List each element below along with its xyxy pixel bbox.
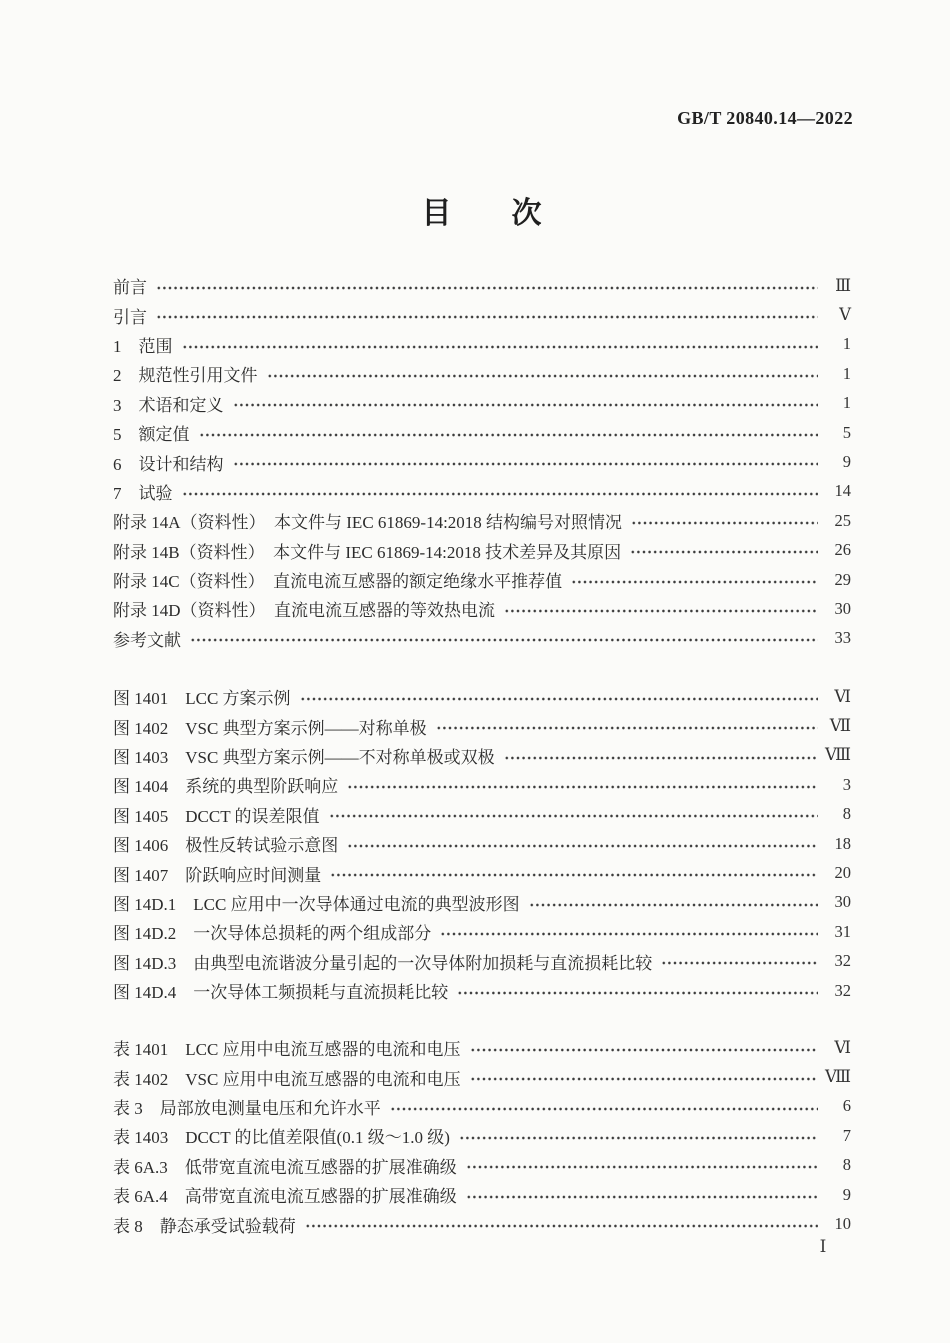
toc-entry-label: 图 1407 阶跃响应时间测量 — [113, 865, 322, 885]
toc-entry-label: 前言 — [113, 278, 147, 298]
dotted-leader — [470, 1033, 818, 1062]
toc-entry-label: 5 额定值 — [113, 425, 190, 445]
toc-entry-label: 表 3 局部放电测量电压和允许水平 — [113, 1098, 381, 1118]
dotted-leader — [466, 1151, 818, 1180]
dotted-leader — [630, 536, 818, 565]
toc-entry — [113, 770, 851, 799]
toc-entry-label: 附录 14D（资料性） 直流电流互感器的等效热电流 — [113, 601, 496, 621]
toc-entry — [113, 888, 851, 917]
toc-entry-page: 8 — [842, 1155, 851, 1175]
toc-tables-section — [113, 1033, 851, 1239]
toc-entry-page: 1 — [842, 334, 851, 354]
toc-entry-page: 26 — [834, 540, 851, 560]
dotted-leader — [436, 711, 818, 740]
toc-entry — [113, 1151, 851, 1180]
toc-entry-page: 31 — [834, 921, 851, 941]
toc-entry-page: Ⅷ — [825, 1067, 851, 1087]
toc-entry-label: 附录 14A（资料性） 本文件与 IEC 61869-14:2018 结构编号对照情况 — [113, 513, 623, 533]
toc-entry — [113, 1033, 851, 1062]
dotted-leader — [182, 330, 819, 359]
toc-entry-label: 表 6A.4 高带宽直流电流互感器的扩展准确级 — [113, 1187, 457, 1207]
dotted-leader — [440, 917, 818, 946]
dotted-leader — [390, 1092, 818, 1121]
toc-entry-page: Ⅴ — [839, 305, 851, 325]
dotted-leader — [330, 858, 818, 887]
dotted-leader — [300, 682, 818, 711]
toc-entry-page: 18 — [834, 833, 851, 853]
toc-entry — [113, 1209, 851, 1238]
dotted-leader — [504, 594, 818, 623]
toc-entry — [113, 624, 851, 653]
toc-entry-page: 30 — [834, 598, 851, 618]
dotted-leader — [504, 741, 818, 770]
toc-entry — [113, 594, 851, 623]
toc-entry-page: Ⅶ — [829, 716, 851, 736]
dotted-leader — [267, 359, 819, 388]
toc-entry-page: 32 — [834, 980, 851, 1000]
dotted-leader — [470, 1062, 818, 1091]
toc-entry — [113, 917, 851, 946]
dotted-leader — [156, 300, 818, 329]
toc-entry-label: 图 1401 LCC 方案示例 — [113, 689, 291, 709]
toc-entry — [113, 829, 851, 858]
toc-entry — [113, 536, 851, 565]
toc-entry-label: 图 14D.2 一次导体总损耗的两个组成部分 — [113, 924, 432, 944]
dotted-leader — [631, 506, 818, 535]
toc-entry-label: 图 1402 VSC 典型方案示例——对称单极 — [113, 718, 427, 738]
toc-entry-page: 25 — [834, 510, 851, 530]
toc-entry — [113, 477, 851, 506]
dotted-leader — [305, 1209, 818, 1238]
toc-entry-label: 附录 14C（资料性） 直流电流互感器的额定绝缘水平推荐值 — [113, 572, 563, 592]
toc-entry-page: 6 — [842, 1096, 851, 1116]
dotted-leader — [182, 477, 819, 506]
toc-entry — [113, 389, 851, 418]
toc-entry-label: 图 1405 DCCT 的误差限值 — [113, 806, 320, 826]
toc-entry-label: 表 1401 LCC 应用中电流互感器的电流和电压 — [113, 1040, 461, 1060]
toc-entry-page: 30 — [834, 892, 851, 912]
toc-entry-label: 参考文献 — [113, 630, 181, 650]
toc-entry — [113, 418, 851, 447]
toc-entry — [113, 947, 851, 976]
toc-entry-label: 7 试验 — [113, 483, 173, 503]
dotted-leader — [347, 829, 818, 858]
toc-entry-label: 表 8 静态承受试验载荷 — [113, 1216, 296, 1236]
toc-entry — [113, 271, 851, 300]
toc-entry-label: 6 设计和结构 — [113, 454, 224, 474]
toc-entry — [113, 447, 851, 476]
toc-entry-page: 9 — [842, 452, 851, 472]
dotted-leader — [329, 800, 818, 829]
toc-entry-page: 14 — [834, 481, 851, 501]
dotted-leader — [347, 770, 818, 799]
toc-entry-label: 图 14D.3 由典型电流谐波分量引起的一次导体附加损耗与直流损耗比较 — [113, 953, 653, 973]
toc-entry-label: 表 1403 DCCT 的比值差限值(0.1 级～1.0 级) — [113, 1128, 450, 1148]
toc-entry — [113, 1092, 851, 1121]
dotted-leader — [466, 1180, 818, 1209]
toc-entry-page: 9 — [842, 1184, 851, 1204]
page-title: 目 次 — [421, 197, 542, 230]
toc-entry — [113, 711, 851, 740]
dotted-leader — [571, 565, 818, 594]
toc-entry-page: Ⅵ — [834, 1037, 851, 1057]
toc-entry-page: 29 — [834, 569, 851, 589]
toc-entry — [113, 858, 851, 887]
toc-entry — [113, 741, 851, 770]
document-number: GB/T 20840.14—2022 — [677, 108, 853, 128]
toc-entry-page: Ⅵ — [834, 686, 851, 706]
toc-entry-page: 3 — [842, 774, 851, 794]
toc-entry — [113, 330, 851, 359]
toc-main-section — [113, 271, 851, 653]
dotted-leader — [233, 389, 819, 418]
toc-entry-label: 图 14D.4 一次导体工频损耗与直流损耗比较 — [113, 983, 449, 1003]
toc-entry-page: 32 — [834, 951, 851, 971]
dotted-leader — [233, 447, 819, 476]
toc-entry-label: 3 术语和定义 — [113, 395, 224, 415]
dotted-leader — [529, 888, 818, 917]
toc-entry-label: 图 1406 极性反转试验示意图 — [113, 836, 339, 856]
toc-entry-label: 表 1402 VSC 应用中电流互感器的电流和电压 — [113, 1069, 461, 1089]
toc-entry-label: 图 1403 VSC 典型方案示例——不对称单极或双极 — [113, 747, 495, 767]
toc-entry-page: 1 — [842, 363, 851, 383]
toc-entry-label: 表 6A.3 低带宽直流电流互感器的扩展准确级 — [113, 1157, 457, 1177]
toc-entry-page: Ⅷ — [825, 745, 851, 765]
toc-entry-page: 20 — [834, 863, 851, 883]
toc-entry-page: 1 — [842, 393, 851, 413]
toc-entry — [113, 1121, 851, 1150]
dotted-leader — [457, 976, 818, 1005]
folio-page-number: Ⅰ — [819, 1237, 827, 1256]
toc-entry — [113, 359, 851, 388]
toc-entry-page: 33 — [834, 628, 851, 648]
toc-entry — [113, 300, 851, 329]
toc-entry-page: 5 — [842, 422, 851, 442]
dotted-leader — [199, 418, 819, 447]
toc-entry-label: 图 1404 系统的典型阶跃响应 — [113, 777, 339, 797]
toc-entry — [113, 682, 851, 711]
toc-entry — [113, 565, 851, 594]
dotted-leader — [459, 1121, 818, 1150]
toc-entry — [113, 800, 851, 829]
toc-entry-label: 图 14D.1 LCC 应用中一次导体通过电流的典型波形图 — [113, 894, 520, 914]
toc-entry — [113, 1062, 851, 1091]
toc-entry — [113, 976, 851, 1005]
toc-entry-page: 10 — [834, 1214, 851, 1234]
toc-entry-label: 1 范围 — [113, 336, 173, 356]
dotted-leader — [190, 624, 818, 653]
toc-entry-page: 8 — [842, 804, 851, 824]
toc-entry-page: Ⅲ — [835, 275, 851, 295]
toc-entry — [113, 506, 851, 535]
dotted-leader — [156, 271, 818, 300]
toc-entry — [113, 1180, 851, 1209]
toc-entry-page: 7 — [842, 1125, 851, 1145]
toc-entry-label: 附录 14B（资料性） 本文件与 IEC 61869-14:2018 技术差异及其原因 — [113, 542, 622, 562]
toc-entry-label: 2 规范性引用文件 — [113, 366, 258, 386]
toc-figures-section — [113, 682, 851, 1005]
dotted-leader — [661, 947, 818, 976]
toc-entry-label: 引言 — [113, 307, 147, 327]
